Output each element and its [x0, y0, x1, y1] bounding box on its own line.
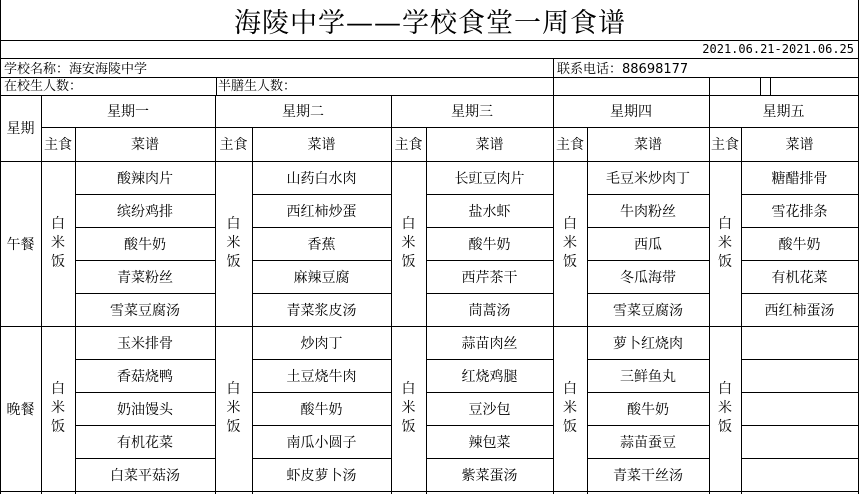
grid-line	[553, 58, 554, 95]
staple-char: 白	[226, 381, 241, 397]
staple-char: 白	[563, 381, 577, 397]
staple-char: 米	[51, 400, 65, 416]
day-header: 星期二	[282, 104, 324, 120]
lunch-dish: 青菜粉丝	[117, 269, 173, 286]
dinner-dish: 玉米排骨	[117, 335, 173, 352]
lunch-dish: 牛肉粉丝	[620, 203, 676, 220]
dish-header: 菜谱	[785, 137, 814, 153]
dinner-dish: 三鲜鱼丸	[620, 368, 676, 385]
lunch-dish: 缤纷鸡排	[117, 203, 173, 220]
lunch-dish: 西红柿蛋汤	[764, 302, 835, 319]
staple-header: 主食	[556, 137, 584, 153]
lunch-dish: 雪花排条	[771, 203, 828, 220]
staple-char: 米	[51, 235, 65, 251]
dinner-dish	[741, 392, 858, 425]
dinner-dish: 奶油馒头	[117, 401, 173, 418]
lunch-dish: 青菜浆皮汤	[286, 302, 357, 319]
staple-char: 米	[401, 235, 416, 251]
lunch-dish: 长豇豆肉片	[454, 170, 525, 187]
grid-line	[760, 77, 761, 95]
dinner-dish	[741, 359, 858, 392]
day-header: 星期一	[107, 104, 149, 120]
dinner-dish	[741, 458, 858, 491]
staple-char: 饭	[226, 254, 241, 270]
dinner-dish	[741, 425, 858, 458]
lunch-dish: 冬瓜海带	[620, 269, 676, 286]
staple-char: 饭	[51, 254, 65, 270]
grid-line	[709, 77, 710, 95]
lunch-dish: 酸牛奶	[778, 236, 821, 253]
dinner-dish: 萝卜红烧肉	[613, 335, 683, 352]
staple-char: 白	[563, 216, 577, 232]
page-title: 海陵中学——学校食堂一周食谱	[234, 7, 626, 39]
lunch-dish: 毛豆米炒肉丁	[606, 170, 690, 187]
lunch-dish: 酸辣肉片	[117, 170, 173, 187]
dinner-dish: 南瓜小圆子	[286, 434, 357, 451]
dinner-dish: 青菜干丝汤	[613, 467, 683, 484]
lunch-staple	[709, 161, 741, 326]
staple-header: 主食	[219, 137, 248, 153]
dish-header: 菜谱	[634, 137, 662, 153]
staple-char: 米	[718, 235, 732, 251]
day-header: 星期四	[610, 104, 652, 120]
dinner-dish: 豆沙包	[468, 401, 511, 418]
dinner-dish: 蒜苗肉丝	[461, 335, 518, 352]
dinner-dish: 蒜苗蚕豆	[620, 434, 676, 451]
lunch-staple	[553, 161, 587, 326]
staple-char: 米	[718, 400, 732, 416]
staple-header: 主食	[394, 137, 423, 153]
lunch-dish: 麻辣豆腐	[293, 269, 350, 286]
staple-char: 饭	[563, 254, 577, 270]
dinner-staple	[709, 326, 741, 491]
staple-char: 白	[718, 381, 732, 397]
dinner-dish: 酸牛奶	[627, 401, 669, 418]
dinner-dish: 有机花菜	[117, 434, 173, 451]
lunch-staple	[391, 161, 426, 326]
lunch-staple	[41, 161, 75, 326]
dinner-dish: 虾皮萝卜汤	[286, 467, 357, 484]
lunch-staple	[215, 161, 252, 326]
lunch-dish: 西瓜	[634, 236, 662, 253]
date-range: 2021.06.21-2021.06.25	[702, 42, 854, 56]
dinner-dish: 炒肉丁	[300, 335, 343, 352]
day-header: 星期五	[762, 104, 805, 120]
grid-line	[0, 77, 859, 78]
staple-char: 白	[718, 216, 732, 232]
staple-char: 米	[563, 235, 577, 251]
staple-char: 米	[226, 235, 241, 251]
grid-line	[0, 58, 859, 59]
staple-char: 白	[226, 216, 241, 232]
dinner-dish: 白菜平菇汤	[110, 467, 180, 484]
lunch-dish: 雪菜豆腐汤	[613, 302, 683, 319]
dinner-staple	[391, 326, 426, 491]
lunch-dish: 盐水虾	[468, 203, 511, 220]
grid-line	[216, 77, 217, 95]
staple-char: 白	[51, 381, 65, 397]
staple-char: 饭	[401, 419, 416, 435]
staple-char: 米	[563, 400, 577, 416]
dinner-dish: 土豆烧牛肉	[286, 368, 357, 385]
dish-header: 菜谱	[131, 137, 159, 153]
dinner-dish: 辣包菜	[468, 434, 511, 451]
staple-char: 饭	[563, 419, 577, 435]
dish-header: 菜谱	[475, 137, 504, 153]
grid-line	[858, 0, 859, 494]
lunch-dish: 西芹茶干	[461, 269, 518, 286]
day-header: 星期三	[451, 104, 493, 120]
dinner-dish: 酸牛奶	[300, 401, 343, 418]
meal-label-dinner: 晚餐	[6, 401, 35, 418]
dinner-staple	[553, 326, 587, 491]
dish-header: 菜谱	[307, 137, 336, 153]
lunch-dish: 酸牛奶	[124, 236, 166, 253]
school-name: 学校名称：海安海陵中学	[4, 62, 148, 77]
dinner-dish: 紫菜蛋汤	[461, 467, 518, 484]
lunch-dish: 雪菜豆腐汤	[110, 302, 180, 319]
lunch-dish: 山药白水肉	[286, 170, 357, 187]
staple-char: 白	[401, 381, 416, 397]
staple-header: 主食	[44, 137, 72, 153]
dinner-staple	[41, 326, 75, 491]
lunch-dish: 有机花菜	[771, 269, 828, 286]
dinner-dish: 红烧鸡腿	[461, 368, 518, 385]
staple-char: 饭	[718, 254, 732, 270]
lunch-dish: 糖醋排骨	[771, 170, 828, 187]
half-board-count-label: 半膳生人数：	[218, 79, 297, 94]
grid-line	[0, 491, 859, 492]
phone-number: 联系电话：88698177	[557, 62, 689, 77]
staple-char: 白	[51, 216, 65, 232]
week-label: 星期	[6, 121, 35, 137]
dinner-dish	[741, 326, 858, 359]
staple-char: 米	[401, 400, 416, 416]
lunch-dish: 西红柿炒蛋	[286, 203, 357, 220]
staple-char: 饭	[718, 419, 732, 435]
grid-line	[0, 40, 859, 41]
staple-char: 饭	[226, 419, 241, 435]
staple-char: 饭	[51, 419, 65, 435]
staple-char: 米	[226, 400, 241, 416]
student-count-label: 在校生人数：	[4, 79, 83, 94]
lunch-dish: 茼蒿汤	[468, 302, 511, 319]
lunch-dish: 酸牛奶	[468, 236, 511, 253]
staple-char: 饭	[401, 254, 416, 270]
dinner-staple	[215, 326, 252, 491]
grid-line	[770, 77, 771, 95]
staple-header: 主食	[711, 137, 739, 153]
staple-char: 白	[401, 216, 416, 232]
lunch-dish: 香蕉	[307, 236, 336, 253]
dinner-dish: 香菇烧鸭	[117, 368, 173, 385]
meal-label-lunch: 午餐	[6, 236, 35, 253]
